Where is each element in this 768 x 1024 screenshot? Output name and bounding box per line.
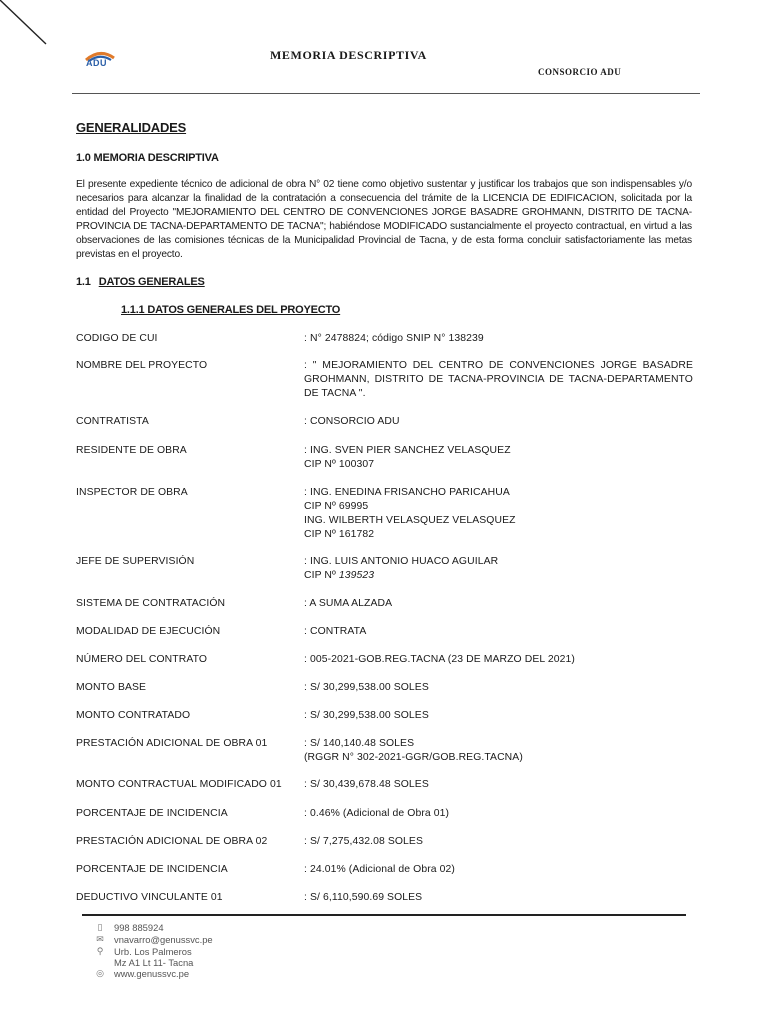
adicional01-resolution: (RGGR N° 302-2021-GGR/GOB.REG.TACNA) [304, 752, 523, 763]
deductivo-value: : S/ 6,110,590.69 SOLES [304, 892, 423, 903]
numero-contrato-value: : 005-2021-GOB.REG.TACNA (23 DE MARZO DEL 2021) [304, 654, 575, 665]
phone-icon: ▯ [97, 922, 103, 932]
sistema-label: SISTEMA DE CONTRATACIÓN [76, 598, 226, 609]
section-heading: GENERALIDADES [76, 120, 187, 135]
jefe-cip-number: 139523 [338, 570, 375, 581]
monto-base-value: : S/ 30,299,538.00 SOLES [304, 682, 429, 693]
porcentaje02-value: : 24.01% (Adicional de Obra 02) [304, 864, 455, 875]
datos-title: DATOS GENERALES [98, 276, 205, 288]
inspector-name-1: : ING. ENEDINA FRISANCHO PARICAHUA [304, 487, 510, 498]
residente-label: RESIDENTE DE OBRA [76, 445, 187, 456]
location-pin-icon: ⚲ [96, 946, 104, 956]
inspector-value [304, 486, 693, 542]
monto-contratado-label: MONTO CONTRATADO [76, 710, 191, 721]
adicional01-amount: : S/ 140,140.48 SOLES [304, 738, 415, 749]
contratista-value: : CONSORCIO ADU [304, 416, 400, 427]
monto-base-label: MONTO BASE [76, 682, 147, 693]
header-divider [72, 93, 700, 94]
footer-website-text: www.genussvc.pe [114, 968, 190, 979]
jefe-cip [304, 569, 693, 583]
mail-icon: ✉ [96, 934, 104, 944]
inspector-label: INSPECTOR DE OBRA [76, 487, 188, 498]
globe-icon: ◎ [96, 968, 104, 978]
jefe-name: : ING. LUIS ANTONIO HUACO AGUILAR [304, 556, 499, 567]
footer-phone-text: 998 885924 [114, 922, 164, 933]
datos-number: 1.1 [76, 276, 91, 288]
residente-cip: CIP Nº 100307 [304, 459, 375, 470]
datos-generales-heading [76, 276, 205, 288]
cui-label: CODIGO DE CUI [76, 333, 158, 344]
company-name: CONSORCIO ADU [538, 67, 622, 77]
jefe-label: JEFE DE SUPERVISIÓN [76, 556, 195, 567]
inspector-cip-2: CIP Nº 161782 [304, 529, 375, 540]
inspector-cip-1: CIP Nº 69995 [304, 501, 369, 512]
modalidad-label: MODALIDAD DE EJECUCIÓN [76, 626, 221, 637]
numero-contrato-label: NÚMERO DEL CONTRATO [76, 654, 208, 665]
footer-email [94, 934, 213, 945]
monto-modificado-label: MONTO CONTRACTUAL MODIFICADO 01 [76, 779, 282, 790]
cui-value: : N° 2478824; código SNIP N° 138239 [304, 333, 484, 344]
residente-value [304, 444, 693, 472]
intro-paragraph: El presente expediente técnico de adicional de obra N° 02 tiene como objetivo sustentar y justificar los trabajos que son indispensables y/o necesarios para alcanzar la finalidad de la contratación a consecuencia del trámite de la LICENCIA DE EDIFICACION, solicitada por la entidad del Proyecto "MEJORAMIENTO DEL CENTRO DE CONVENCIONES JORGE BASADRE GROHMANN, DISTRITO DE TACNA-PROVINCIA DE TACNA-DEPARTAMENTO DE TACNA"; habiéndose MODIFICADO sustancialmente el proyecto contractual, en virtud a las observaciones de las comisiones técnicas de la Municipalidad Provincial de Tacna, y de esta forma concluir satisfactoriamente las metas previstas en el proyecto. [76, 179, 692, 260]
footer-phone [94, 922, 164, 933]
porcentaje01-value: : 0.46% (Adicional de Obra 01) [304, 808, 450, 819]
deductivo-label: DEDUCTIVO VINCULANTE 01 [76, 892, 223, 903]
footer-address [94, 946, 193, 968]
adicional02-value: : S/ 7,275,432.08 SOLES [304, 836, 423, 847]
jefe-cip-prefix: CIP Nº [304, 570, 339, 581]
footer-divider [82, 914, 686, 916]
logo-text: ADU [86, 58, 107, 68]
monto-modificado-value: : S/ 30,439,678.48 SOLES [304, 779, 429, 790]
porcentaje02-label: PORCENTAJE DE INCIDENCIA [76, 864, 228, 875]
footer-website [94, 968, 189, 979]
inspector-name-2: ING. WILBERTH VELASQUEZ VELASQUEZ [304, 515, 516, 526]
jefe-value [304, 555, 693, 583]
contratista-label: CONTRATISTA [76, 416, 149, 427]
residente-name: : ING. SVEN PIER SANCHEZ VELASQUEZ [304, 445, 511, 456]
nombre-value: : " MEJORAMIENTO DEL CENTRO DE CONVENCIONES JORGE BASADRE GROHMANN, DISTRITO DE TACNA-PROVINCIA DE TACNA-DEPARTAMENTO DE TACNA ". [304, 360, 693, 399]
porcentaje01-label: PORCENTAJE DE INCIDENCIA [76, 808, 228, 819]
footer-address-line2: Mz A1 Lt 11- Tacna [114, 957, 194, 968]
adicional01-label: PRESTACIÓN ADICIONAL DE OBRA 01 [76, 738, 268, 749]
sistema-value: : A SUMA ALZADA [304, 598, 393, 609]
subsection-heading: 1.0 MEMORIA DESCRIPTIVA [76, 152, 219, 164]
datos-proyecto-heading: 1.1.1 DATOS GENERALES DEL PROYECTO [121, 304, 341, 316]
modalidad-value: : CONTRATA [304, 626, 367, 637]
adicional01-value [304, 737, 693, 765]
adicional02-label: PRESTACIÓN ADICIONAL DE OBRA 02 [76, 836, 268, 847]
nombre-label: NOMBRE DEL PROYECTO [76, 360, 208, 371]
document-title: MEMORIA DESCRIPTIVA [270, 48, 427, 62]
footer-email-text: vnavarro@genussvc.pe [114, 934, 213, 945]
footer-address-line1: Urb. Los Palmeros [114, 946, 192, 957]
corner-fold-line [0, 0, 60, 50]
monto-contratado-value: : S/ 30,299,538.00 SOLES [304, 710, 429, 721]
footer-address-text [114, 946, 193, 968]
